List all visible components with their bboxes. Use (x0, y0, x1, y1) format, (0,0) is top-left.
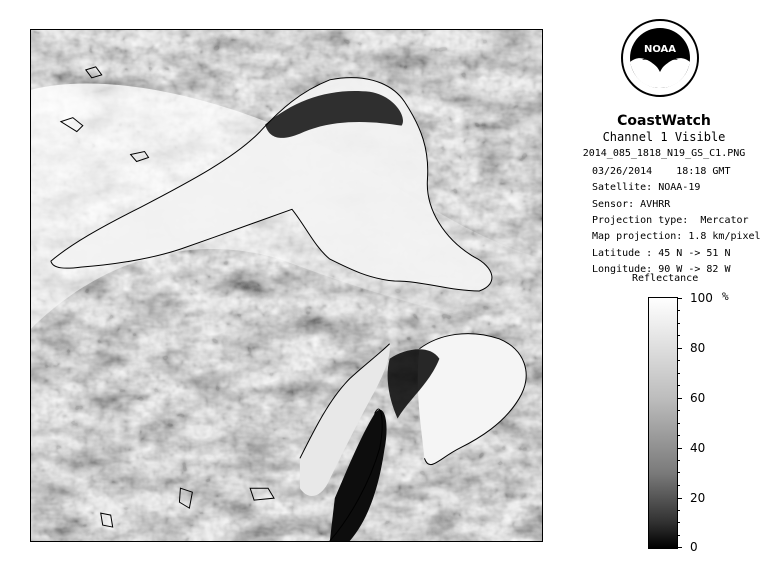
minor-tick (678, 522, 680, 523)
tick-label-100: 100 (690, 291, 713, 305)
minor-tick (678, 385, 680, 386)
minor-tick (678, 410, 680, 411)
logo-center-text: NOAA (643, 44, 677, 55)
tick-60 (678, 398, 682, 399)
longitude: Longitude: 90 W -> 82 W (592, 264, 731, 275)
file-name: 2014_085_1818_N19_GS_C1.PNG (582, 148, 746, 159)
minor-tick (678, 310, 680, 311)
minor-tick (678, 323, 680, 324)
tick-label-60: 60 (690, 391, 706, 405)
minor-tick (678, 485, 680, 486)
satellite-map (30, 29, 543, 542)
tick-20 (678, 498, 682, 499)
sensor: Sensor: AVHRR (592, 199, 671, 210)
legend-title: Reflectance (632, 273, 699, 284)
tick-80 (678, 348, 682, 349)
minor-tick (678, 373, 680, 374)
datetime: 03/26/2014 18:18 GMT (592, 166, 731, 177)
tick-0 (678, 547, 682, 548)
minor-tick (678, 335, 680, 336)
minor-tick (678, 472, 680, 473)
tick-label-20: 20 (690, 491, 706, 505)
tick-label-40: 40 (690, 441, 706, 455)
minor-tick (678, 460, 680, 461)
reflectance-colorbar (648, 297, 678, 549)
latitude: Latitude : 45 N -> 51 N (592, 248, 731, 259)
minor-tick (678, 423, 680, 424)
minor-tick (678, 535, 680, 536)
tick-label-80: 80 (690, 341, 706, 355)
legend-units: % (722, 290, 729, 303)
noaa-logo (620, 18, 700, 98)
brand-title: CoastWatch (617, 113, 711, 129)
minor-tick (678, 510, 680, 511)
map-projection: Map projection: 1.8 km/pixel (592, 231, 761, 242)
projection-type: Projection type: Mercator (592, 215, 749, 226)
tick-label-0: 0 (690, 540, 698, 554)
minor-tick (678, 435, 680, 436)
minor-tick (678, 360, 680, 361)
tick-40 (678, 448, 682, 449)
satellite: Satellite: NOAA-19 (592, 182, 701, 193)
tick-100 (678, 298, 682, 299)
channel-title: Channel 1 Visible (602, 130, 726, 144)
